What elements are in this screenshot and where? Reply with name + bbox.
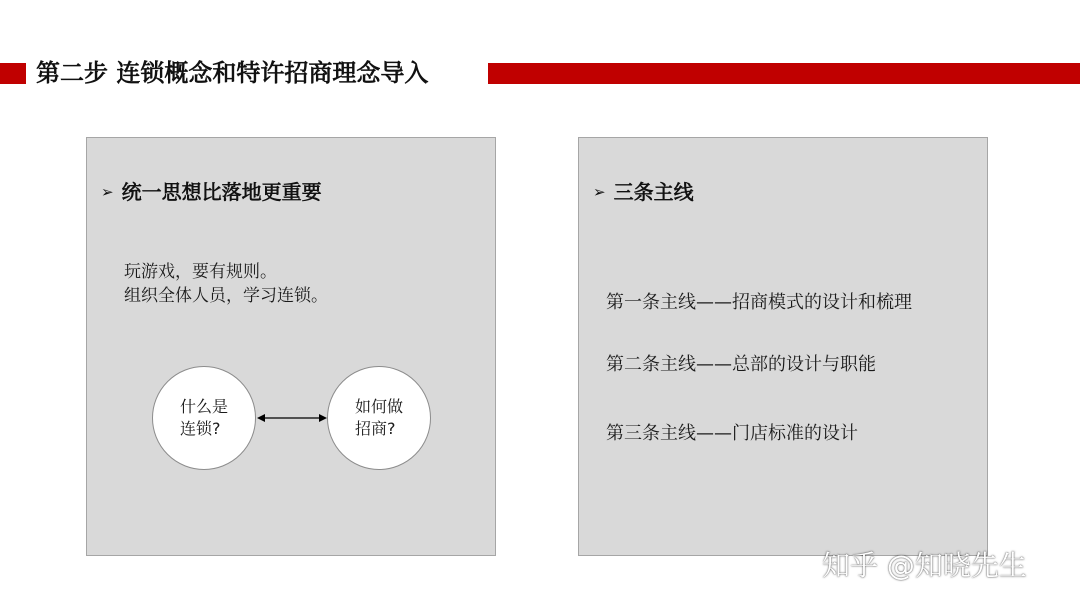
left-panel-heading xyxy=(101,176,322,205)
right-panel-heading-text: 三条主线 xyxy=(613,180,694,204)
franchise-circle xyxy=(327,366,431,470)
left-panel-heading-text: 统一思想比落地更重要 xyxy=(121,180,322,204)
main-line-item: 第二条主线——总部的设计与职能 xyxy=(606,354,876,375)
title-bar-right xyxy=(488,63,1080,84)
body-line: 玩游戏，要有规则。 xyxy=(124,262,277,282)
slide-title: 第二步 连锁概念和特许招商理念导入 xyxy=(36,59,429,87)
title-bar-left xyxy=(0,63,26,84)
right-panel-heading xyxy=(593,176,694,205)
watermark: 知乎 @知晓先生 xyxy=(822,549,1027,582)
left-panel-body xyxy=(124,260,328,308)
double-arrow-icon xyxy=(257,411,327,425)
right-arrow-icon: ➢ xyxy=(593,183,606,201)
chain-concept-label: 什么是 连锁? xyxy=(179,397,228,438)
main-line-item: 第三条主线——门店标准的设计 xyxy=(606,423,858,444)
right-arrow-icon: ➢ xyxy=(101,183,114,201)
main-line-item: 第一条主线——招商模式的设计和梳理 xyxy=(606,292,912,313)
right-panel xyxy=(578,137,988,556)
franchise-label: 如何做 招商? xyxy=(354,397,403,438)
body-line: 组织全体人员，学习连锁。 xyxy=(124,286,328,306)
chain-concept-circle xyxy=(152,366,256,470)
left-panel xyxy=(86,137,496,556)
